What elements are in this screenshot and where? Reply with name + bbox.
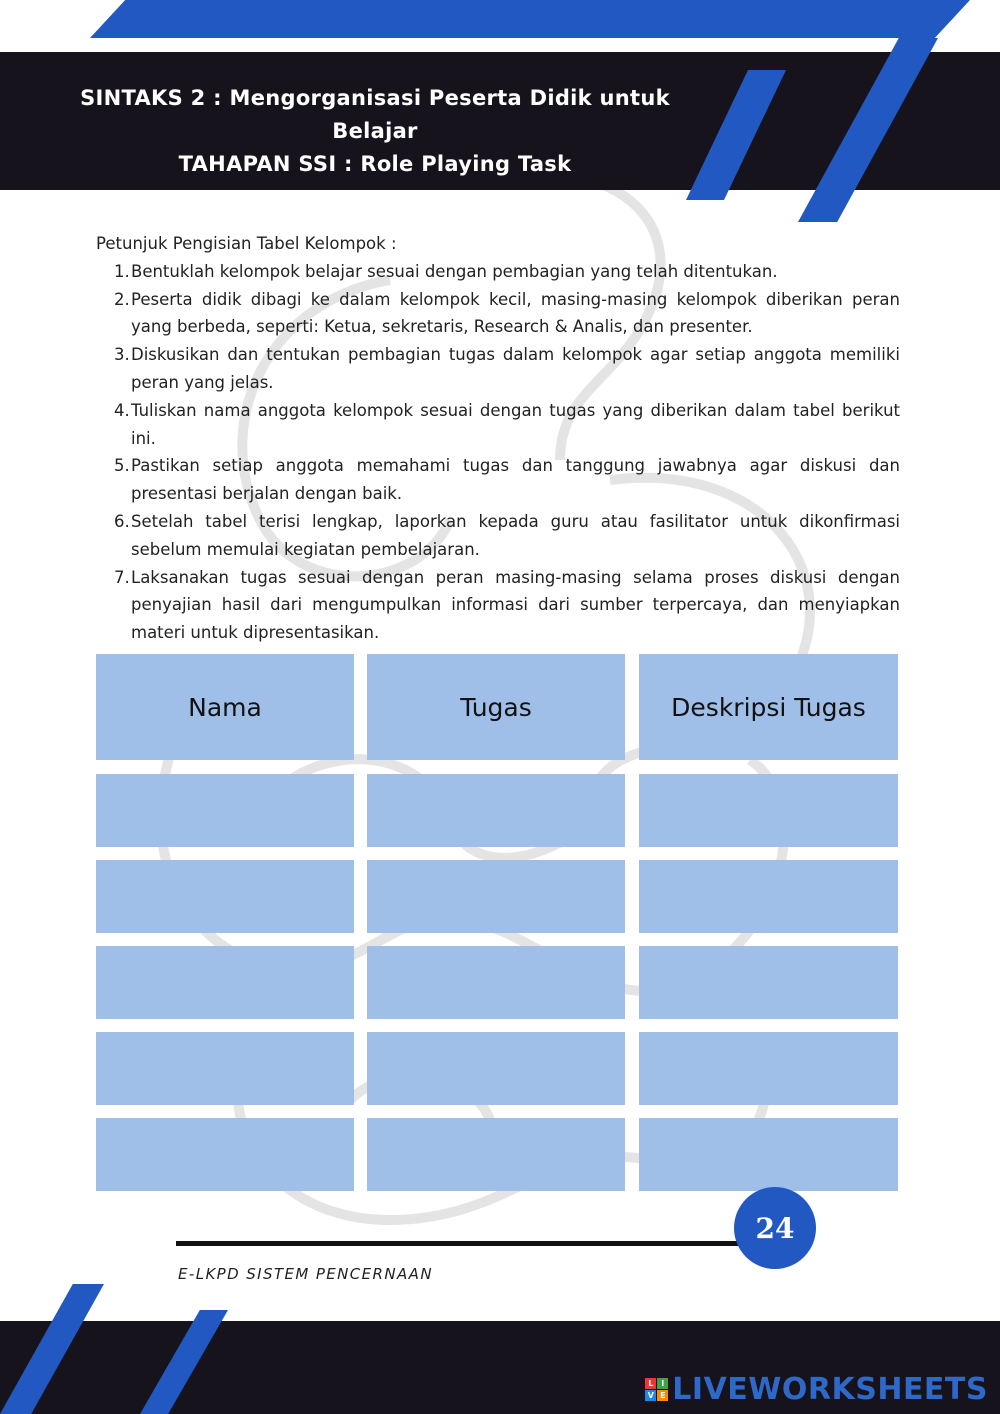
table-header-nama: Nama	[96, 654, 354, 760]
list-item: 4. Tuliskan nama anggota kelompok sesuai dengan tugas yang diberikan dalam tabel berikut ini.	[114, 400, 900, 448]
table-cell-tugas[interactable]	[367, 774, 625, 847]
list-item: 6. Setelah tabel terisi lengkap, laporkan kepada guru atau fasilitator untuk dikonfirmasi sebelum memulai kegiatan pembelajaran.	[114, 511, 900, 559]
table-header-deskripsi: Deskripsi Tugas	[639, 654, 898, 760]
table-cell-nama[interactable]	[96, 860, 354, 933]
top-blue-stripe	[90, 0, 970, 38]
liveworksheets-logo[interactable]	[645, 1372, 988, 1407]
page-number: 24	[755, 1211, 795, 1245]
list-item: 1. Bentuklah kelompok belajar sesuai dengan pembagian yang telah ditentukan.	[114, 261, 778, 281]
list-item: 7. Laksanakan tugas sesuai dengan peran masing-masing selama proses diskusi dengan penyajian hasil dari mengumpulkan informasi dari sumber terpercaya, dan menyiapkan materi untuk dipresentasikan.	[114, 567, 900, 643]
table-cell-deskripsi[interactable]	[639, 946, 898, 1019]
header-subtitle: TAHAPAN SSI : Role Playing Task	[178, 152, 572, 176]
table-cell-nama[interactable]	[96, 774, 354, 847]
table-cell-nama[interactable]	[96, 1118, 354, 1191]
header-title-line2: Belajar	[332, 119, 418, 143]
table-cell-deskripsi[interactable]	[639, 1118, 898, 1191]
table-cell-nama[interactable]	[96, 946, 354, 1019]
instructions-title: Petunjuk Pengisian Tabel Kelompok :	[96, 234, 397, 253]
table-cell-tugas[interactable]	[367, 946, 625, 1019]
table-cell-tugas[interactable]	[367, 1032, 625, 1105]
table-cell-deskripsi[interactable]	[639, 774, 898, 847]
footer-label: E-LKPD SISTEM PENCERNAAN	[178, 1265, 433, 1283]
instructions-block	[96, 230, 900, 647]
table-cell-deskripsi[interactable]	[639, 860, 898, 933]
table-header-tugas: Tugas	[367, 654, 625, 760]
list-item: 2. Peserta didik dibagi ke dalam kelompok kecil, masing-masing kelompok diberikan peran yang berbeda, seperti: Ketua, sekretaris, Research & Analis, dan presenter.	[114, 289, 900, 337]
instructions-list	[96, 258, 900, 647]
table-cell-tugas[interactable]	[367, 1118, 625, 1191]
liveworksheets-icon: L I V E	[645, 1378, 668, 1401]
table-cell-tugas[interactable]	[367, 860, 625, 933]
table-cell-deskripsi[interactable]	[639, 1032, 898, 1105]
table-cell-nama[interactable]	[96, 1032, 354, 1105]
header-title-line1: SINTAKS 2 : Mengorganisasi Peserta Didik untuk	[80, 86, 670, 110]
list-item: 5. Pastikan setiap anggota memahami tugas dan tanggung jawabnya agar diskusi dan presentasi berjalan dengan baik.	[114, 456, 900, 504]
brand-name: LIVEWORKSHEETS	[672, 1372, 988, 1407]
list-item: 3. Diskusikan dan tentukan pembagian tugas dalam kelompok agar setiap anggota memiliki peran yang jelas.	[114, 345, 900, 392]
page-number-badge	[734, 1187, 816, 1269]
page-header	[60, 82, 690, 181]
footer-divider	[176, 1241, 776, 1246]
